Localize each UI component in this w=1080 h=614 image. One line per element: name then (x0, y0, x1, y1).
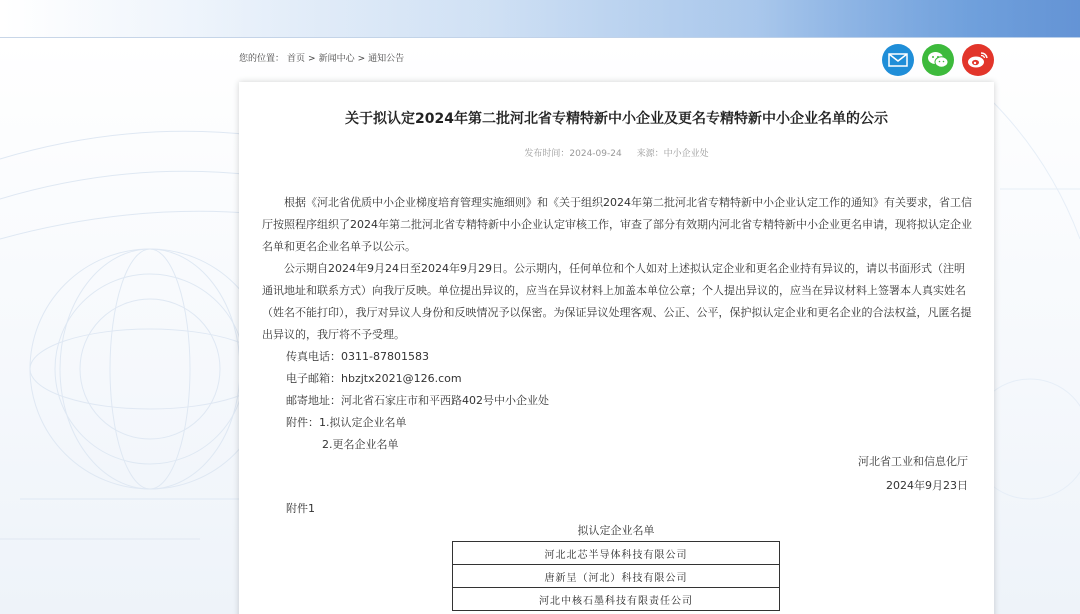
article-body (262, 192, 972, 456)
source-label: 来源： (636, 149, 664, 159)
wechat-icon (927, 51, 949, 69)
breadcrumb (239, 51, 407, 64)
source-info (637, 149, 709, 159)
mail-icon (888, 53, 908, 67)
weibo-icon (967, 51, 989, 69)
breadcrumb-sep: > (357, 54, 366, 64)
share-weibo-button[interactable] (962, 44, 994, 76)
paragraph: 公示期自2024年9月24日至2024年9月29日。公示期内，任何单位和个人如对上述拟认定企业和更名企业持有异议的，请以书面形式（注明通讯地址和联系方式）向我厅反映。单位提出异议的，应当在异议材料上加盖本单位公章；个人提出异议的，应当在异议材料上签署本人真实姓名（姓名不能打印），我厅对异议人身份和反映情况予以保密。为保证异议处理客观、公正、公平，保护拟认定企业和更名企业的合法权益，凡匿名提出异议的，我厅将不予受理。 (262, 262, 972, 341)
share-wechat-button[interactable] (922, 44, 954, 76)
paragraph: 根据《河北省优质中小企业梯度培育管理实施细则》和《关于组织2024年第二批河北省专精特新中小企业认定工作的通知》有关要求，省工信厅按照程序组织了2024年第二批河北省专精特新中小企业认定审核工作，审查了部分有效期内河北省专精特新中小企业更名申请，现将拟认定企业名单和更名企业名单予以公示。 (262, 196, 972, 253)
article-meta (239, 146, 994, 159)
source-value: 中小企业处 (663, 149, 709, 159)
banner-gradient (20, 0, 1080, 38)
breadcrumb-notice[interactable]: 通知公告 (368, 54, 405, 64)
attachment-heading: 附件1 (286, 502, 315, 515)
article-title: 关于拟认定2024年第二批河北省专精特新中小企业及更名专精特新中小企业名单的公示 (345, 111, 888, 127)
company-table (452, 541, 780, 611)
breadcrumb-label: 您的位置： (239, 54, 285, 64)
share-mail-button[interactable] (882, 44, 914, 76)
table-title: 拟认定企业名单 (577, 524, 655, 537)
attachment-line[interactable]: 2.更名企业名单 (322, 438, 399, 451)
publish-label: 发布时间： (524, 149, 570, 159)
table-row (453, 588, 780, 611)
publish-date: 2024-09-24 (569, 149, 622, 159)
top-banner (0, 0, 1080, 38)
table-row (453, 542, 780, 565)
table-row (453, 565, 780, 588)
fax-line: 传真电话：0311-87801583 (286, 350, 429, 363)
breadcrumb-home[interactable]: 首页 (287, 54, 306, 64)
email-line: 电子邮箱：hbzjtx2021@126.com (286, 372, 462, 385)
table-cell: 河北中核石墨科技有限责任公司 (453, 588, 780, 611)
attachment-line[interactable]: 附件：1.拟认定企业名单 (286, 416, 407, 429)
table-cell: 唐新呈（河北）科技有限公司 (453, 565, 780, 588)
table-cell: 河北北芯半导体科技有限公司 (453, 542, 780, 565)
address-line: 邮寄地址：河北省石家庄市和平西路402号中小企业处 (286, 394, 549, 407)
signature-org: 河北省工业和信息化厅 (858, 455, 968, 468)
breadcrumb-sep: > (308, 54, 316, 64)
breadcrumb-news[interactable]: 新闻中心 (318, 54, 355, 64)
publish-info (524, 149, 621, 159)
signature-date: 2024年9月23日 (886, 479, 968, 492)
